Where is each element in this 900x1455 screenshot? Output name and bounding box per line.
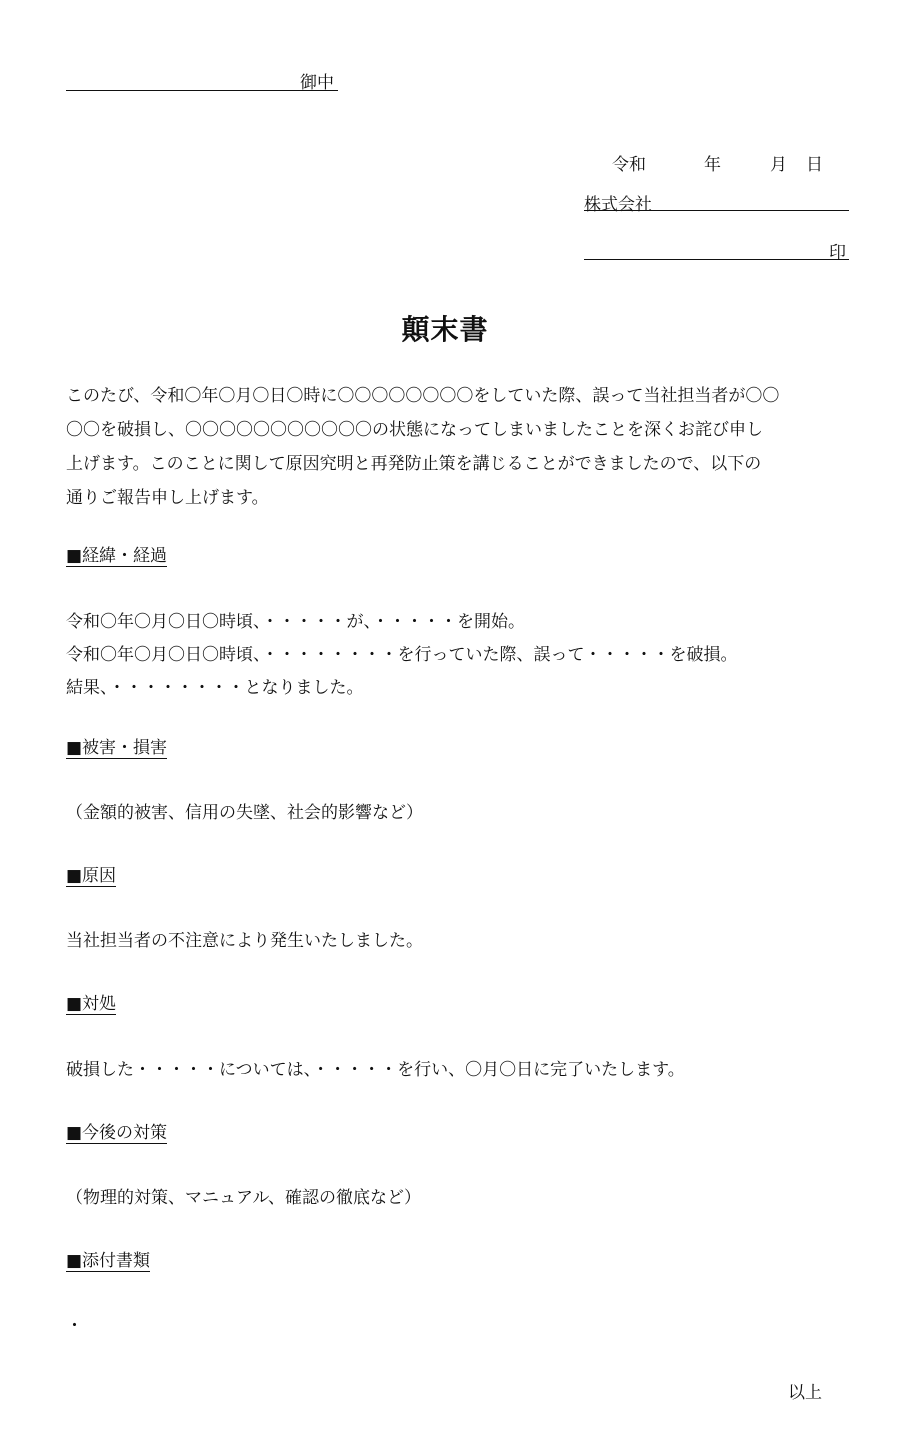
section-body-countermeasures	[66, 1185, 421, 1218]
section-body-history	[66, 609, 738, 708]
section-heading-attachments: ■添付書類	[66, 1251, 151, 1271]
intro-line: 通りご報告申し上げます。	[66, 488, 269, 508]
section-line: 当社担当者の不注意により発生いたしました。	[66, 931, 423, 951]
date-row	[612, 150, 834, 175]
date-month: 月	[770, 155, 787, 175]
section-line: ・	[66, 1316, 83, 1336]
section-heading-cause: ■原因	[66, 866, 117, 886]
date-year: 年	[704, 155, 721, 175]
section-line: （金額的被害、信用の失墜、社会的影響など）	[66, 803, 423, 823]
company-label: 株式会社	[584, 195, 652, 215]
section-line: 令和〇年〇月〇日〇時頃、・・・・・が、・・・・・を開始。	[66, 612, 525, 632]
section-body-response	[66, 1057, 685, 1090]
section-heading-damage: ■被害・損害	[66, 738, 168, 758]
intro-line: 上げます。このことに関して原因究明と再発防止策を講じることができましたので、以下の	[66, 454, 762, 474]
section-body-cause	[66, 928, 423, 961]
intro-line: 〇〇を破損し、〇〇〇〇〇〇〇〇〇〇〇の状態になってしまいましたことを深くお詫び申し	[66, 420, 763, 440]
section-body-attachments	[66, 1313, 83, 1346]
section-body-damage	[66, 800, 423, 833]
section-line: （物理的対策、マニュアル、確認の徹底など）	[66, 1188, 421, 1208]
addressee-line	[66, 90, 338, 91]
addressee-suffix: 御中	[300, 73, 334, 93]
section-heading-countermeasures: ■今後の対策	[66, 1123, 168, 1143]
closing-text: 以上	[788, 1383, 822, 1403]
company-line	[584, 210, 849, 211]
section-line: 破損した・・・・・については、・・・・・を行い、〇月〇日に完了いたします。	[66, 1060, 685, 1080]
intro-line: このたび、令和〇年〇月〇日〇時に〇〇〇〇〇〇〇〇をしていた際、誤って当社担当者が〇〇	[66, 386, 780, 406]
seal-mark: 印	[829, 243, 846, 263]
section-line: 結果、・・・・・・・・となりました。	[66, 678, 364, 698]
intro-paragraph	[66, 383, 841, 519]
date-era: 令和	[612, 155, 646, 175]
section-heading-response: ■対処	[66, 994, 117, 1014]
seal-line	[584, 259, 849, 260]
section-line: 令和〇年〇月〇日〇時頃、・・・・・・・・を行っていた際、誤って・・・・・を破損。	[66, 645, 738, 665]
document-title: 顛末書	[401, 313, 489, 346]
section-heading-history: ■経緯・経過	[66, 546, 168, 566]
date-day: 日	[806, 155, 823, 175]
